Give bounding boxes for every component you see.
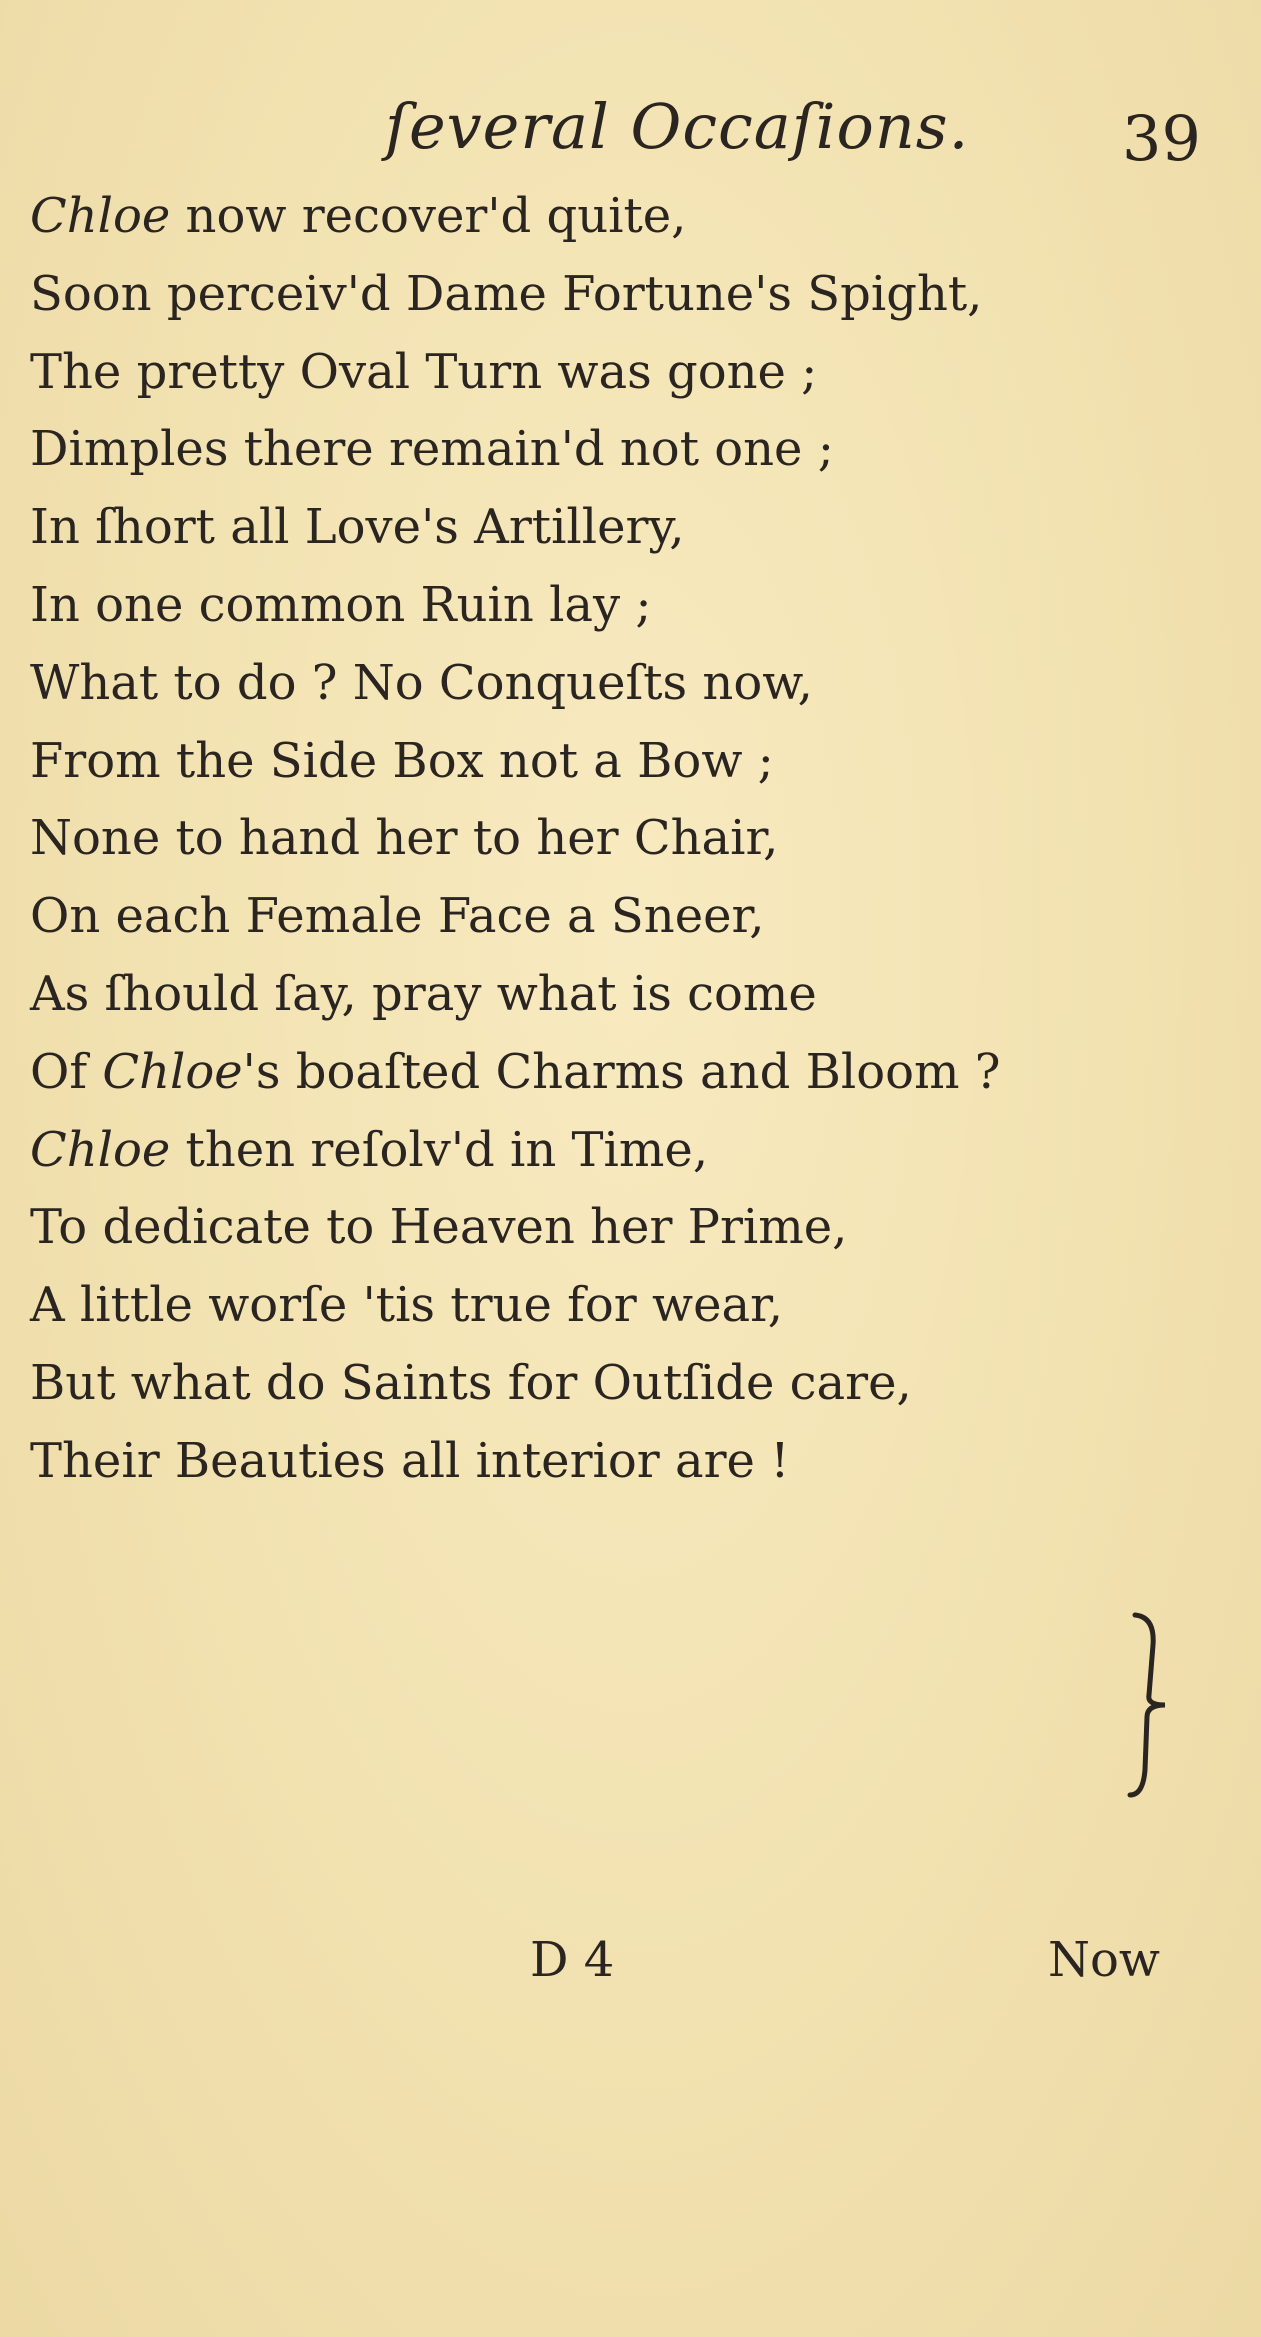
poem-line (30, 265, 983, 322)
poem-line (30, 1432, 790, 1489)
line-text: A little worſe 'tis true for wear, (30, 1277, 784, 1334)
poem-line (30, 888, 765, 945)
line-text: As ſhould ſay, pray what is come (30, 966, 817, 1022)
poem-line (30, 1277, 784, 1334)
poem-line (30, 654, 813, 711)
italic-name: Chloe (102, 1043, 243, 1100)
poem-line (30, 1121, 709, 1178)
italic-name: Chloe (30, 1121, 171, 1178)
line-text: From the Side Box not a Bow ; (30, 732, 774, 789)
poem-line (30, 577, 652, 633)
running-head: ſeveral Occaſions. (385, 90, 970, 163)
poem-line (30, 732, 774, 789)
triplet-brace (1125, 1605, 1185, 1805)
poem-line (30, 1043, 1001, 1100)
line-text: Dimples there remain'd not one ; (30, 421, 834, 478)
poem-line (30, 810, 779, 867)
line-text: In ſhort all Love's Artillery, (30, 499, 685, 556)
line-text: 's boaſted Charms and Bloom ? (242, 1043, 1001, 1100)
line-text: To dedicate to Heaven her Prime, (30, 1199, 848, 1256)
line-text: What to do ? No Conqueſts now, (30, 654, 813, 711)
poem-line (30, 421, 834, 478)
line-text: Their Beauties all interior are ! (30, 1432, 790, 1489)
signature-mark: D 4 (530, 1932, 615, 1988)
poem-line (30, 188, 687, 244)
line-text: now recover'd quite, (170, 188, 687, 244)
poem-line (30, 343, 818, 400)
line-text: Soon perceiv'd Dame Fortune's Spight, (30, 265, 983, 322)
line-text: The pretty Oval Turn was gone ; (30, 343, 818, 400)
line-text: But what do Saints for Outſide care, (30, 1355, 912, 1411)
page-number: 39 (1122, 102, 1201, 175)
poem-line (30, 499, 685, 556)
line-text: On each Female Face a Sneer, (30, 888, 765, 945)
italic-name: Chloe (30, 188, 171, 244)
line-text: Of (30, 1043, 103, 1100)
poem-line (30, 966, 817, 1022)
catchword: Now (1048, 1932, 1160, 1988)
line-text: In one common Ruin lay ; (30, 577, 652, 633)
poem-line (30, 1355, 912, 1411)
line-text: then reſolv'd in Time, (170, 1121, 709, 1178)
poem-line (30, 1199, 848, 1256)
line-text: None to hand her to her Chair, (30, 810, 779, 867)
